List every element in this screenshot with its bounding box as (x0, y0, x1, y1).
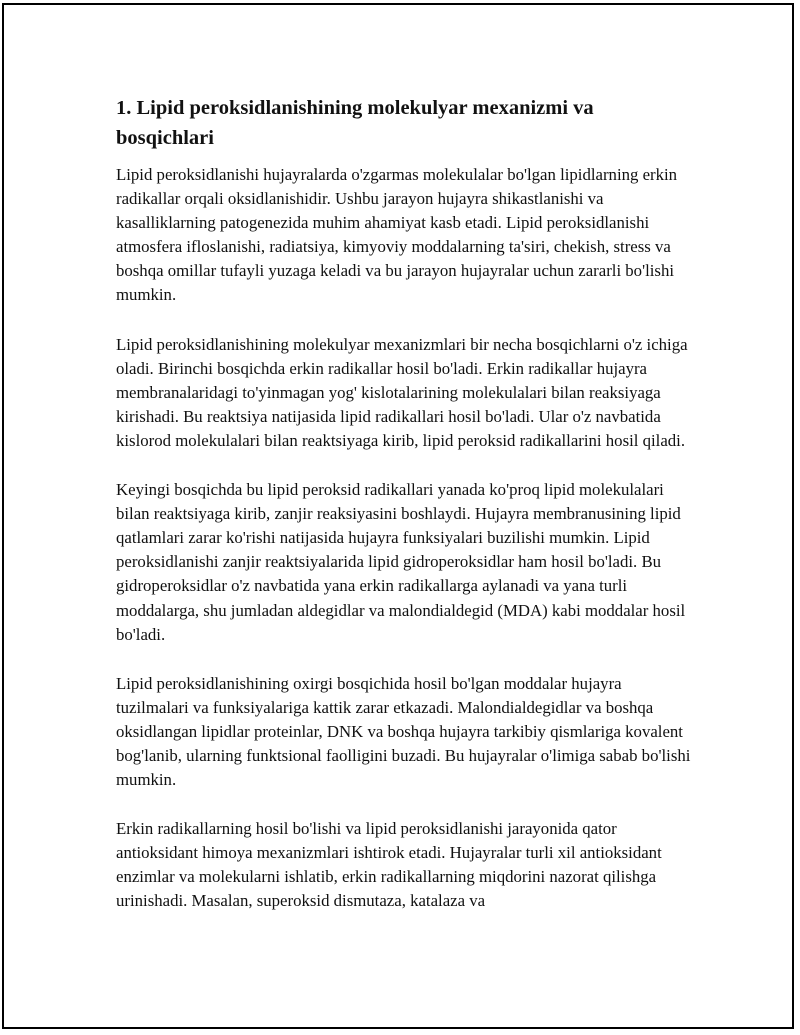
section-heading: 1. Lipid peroksidlanishining molekulyar mexanizmi va bosqichlari (116, 97, 594, 149)
document-body (116, 93, 694, 939)
paragraph-3: Keyingi bosqichda bu lipid peroksid radikallari yanada ko'proq lipid molekulalari bilan reaktsiyaga kirib, zanjir reaksiyasini boshlaydi. Hujayra membranusining lipid qatlamlari zarar ko'rishi natijasida hujayra funksiyalari buzilishi mumkin. Lipid peroksidlanishi zanjir reaktsiyalarida lipid gidroperoksidlar ham hosil bo'ladi. Bu gidroperoksidlar o'z navbatida yana erkin radikallarga aylanadi va yana turli moddalarga, shu jumladan aldegidlar va malondialdegid (MDA) kabi moddalar hosil bo'ladi. (116, 480, 686, 644)
paragraph-2: Lipid peroksidlanishining molekulyar mexanizmlari bir necha bosqichlarni o'z ichiga oladi. Birinchi bosqichda erkin radikallar hosil bo'ladi. Erkin radikallar hujayra membranalaridagi to'yinmagan yog' kislotalarining molekulalari bilan reaksiyaga kirishadi. Bu reaktsiya natijasida lipid radikallari hosil bo'ladi. Ular o'z navbatida kislorod molekulalari bilan reaktsiyaga kirib, lipid peroksid radikallarini hosil qiladi. (116, 334, 688, 450)
paragraph-4: Lipid peroksidlanishining oxirgi bosqichida hosil bo'lgan moddalar hujayra tuzilmalari va funksiyalariga kattik zarar etkazadi. Malondialdegidlar va boshqa oksidlangan lipidlar proteinlar, DNK va boshqa hujayra tarkibiy qismlariga kovalent bog'lanib, ularning funktsional faolligini buzadi. Bu hujayralar o'limiga sabab bo'lishi mumkin. (116, 673, 691, 790)
paragraph-1: Lipid peroksidlanishi hujayralarda o'zgarmas molekulalar bo'lgan lipidlarning erkin radikallar orqali oksidlanishidir. Ushbu jarayon hujayra shikastlanishi va kasalliklarning patogenezida muhim ahamiyat kasb etadi. Lipid peroksidlanishi atmosfera ifloslanishi, radiatsiya, kimyoviy moddalarning ta'siri, chekish, stress va boshqa omillar tufayli yuzaga keladi va bu jarayon hujayralar uchun zararli bo'lishi mumkin. (116, 165, 678, 305)
paragraph-5: Erkin radikallarning hosil bo'lishi va lipid peroksidlanishi jarayonida qator antioksidant himoya mexanizmlari ishtirok etadi. Hujayralar turli xil antioksidant enzimlar va molekularni ishlatib, erkin radikallarning miqdorini nazorat qilishga urinishadi. Masalan, superoksid dismutaza, katalaza va (116, 819, 662, 911)
